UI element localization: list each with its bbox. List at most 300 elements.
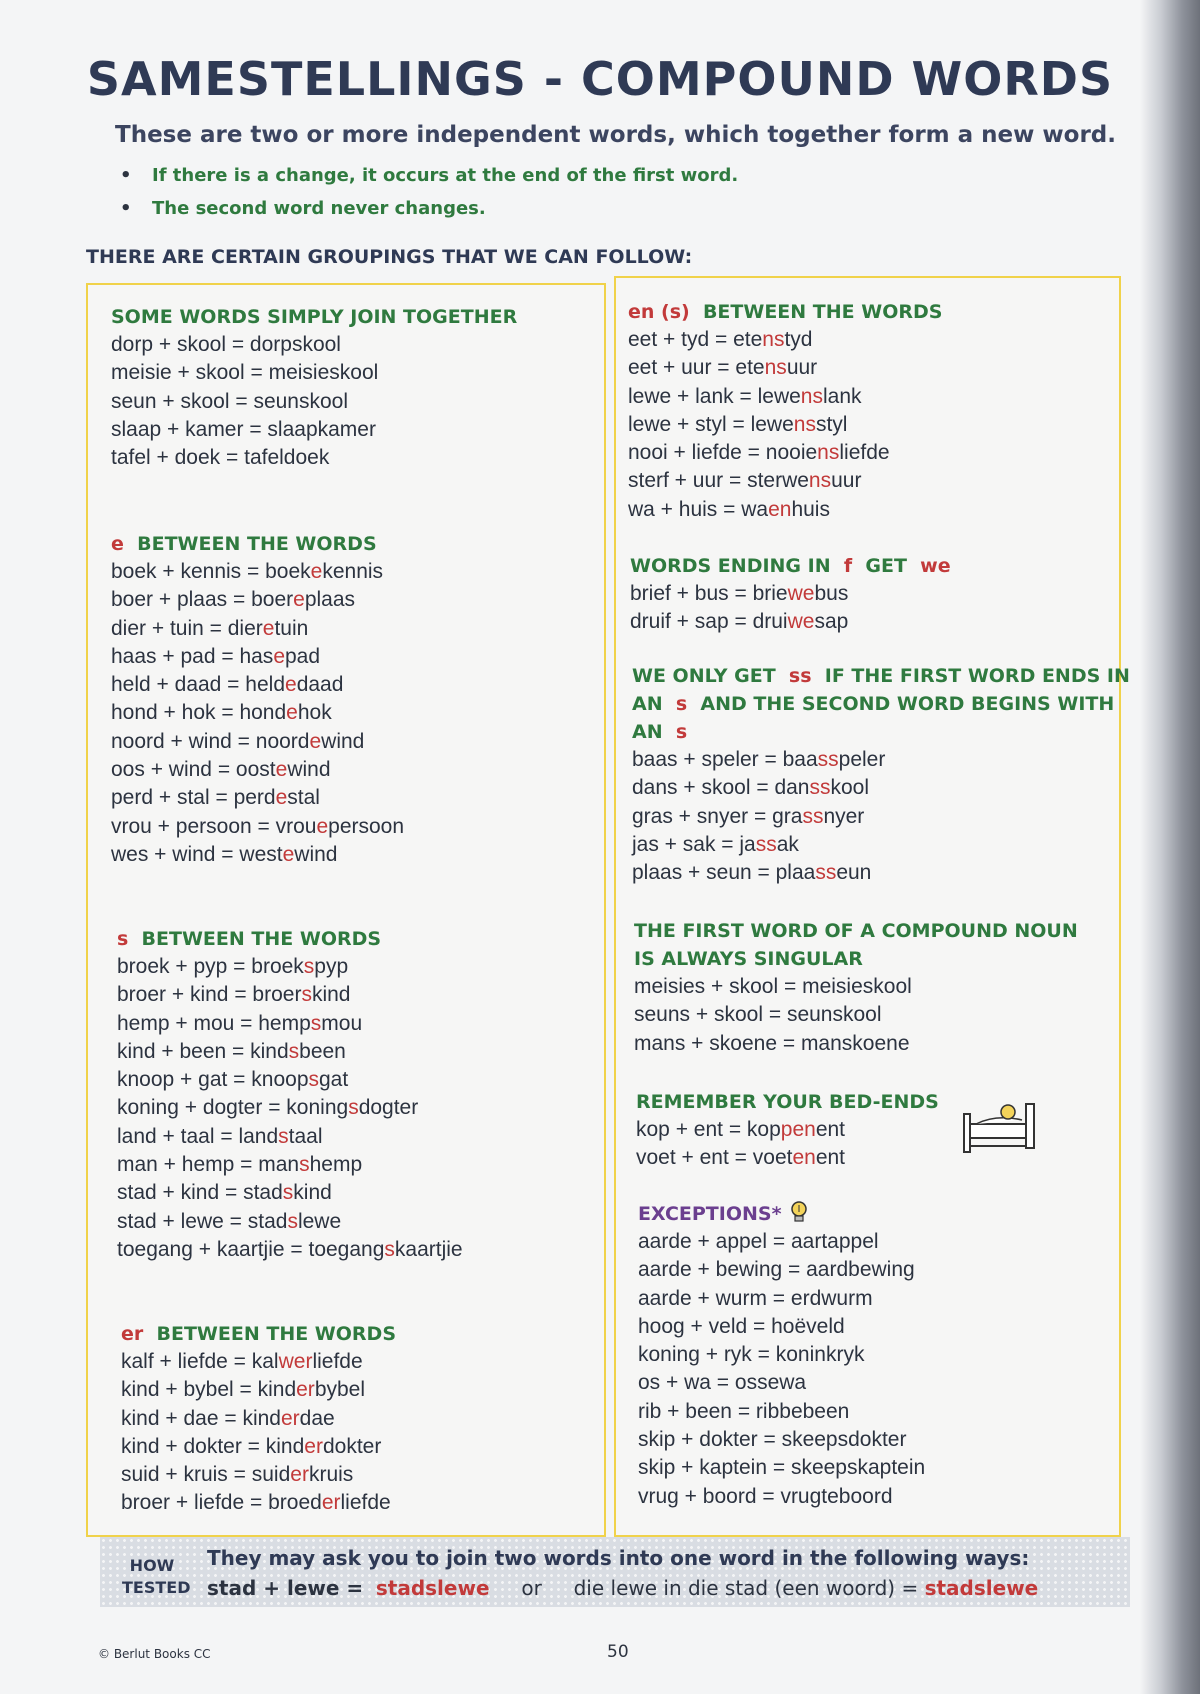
- example-result: dae: [299, 1406, 335, 1430]
- example-result: drui: [752, 610, 788, 634]
- example-result: kaartjie: [394, 1237, 463, 1261]
- example-result: uur: [831, 469, 862, 493]
- example-result: broek: [251, 955, 304, 978]
- example-result: plaas: [304, 588, 356, 612]
- example-result: kennis: [322, 560, 384, 583]
- example-result: ete: [733, 328, 763, 351]
- example-highlight: s: [282, 1181, 294, 1205]
- example-result: dokter: [322, 1434, 382, 1458]
- example-row: [121, 1405, 396, 1433]
- example-result: bybel: [314, 1378, 366, 1402]
- example-row: [111, 699, 404, 727]
- example-result: meisieskool: [802, 975, 912, 998]
- example-highlight: s: [287, 1209, 298, 1233]
- example-result: meisieskool: [268, 361, 379, 385]
- example-row: [111, 331, 517, 359]
- example-row: [111, 671, 404, 699]
- example-sum: seuns + skool =: [634, 1003, 787, 1027]
- section-heading: [117, 925, 463, 953]
- how-tested-label: [122, 1555, 191, 1599]
- example-row: [632, 774, 1130, 802]
- example-row: [628, 411, 942, 439]
- example-sum: stad + lewe =: [117, 1209, 248, 1233]
- example-row: [630, 580, 951, 608]
- example-result: voet: [752, 1146, 793, 1170]
- example-result: liefde: [312, 1350, 363, 1373]
- example-result: toegang: [308, 1237, 385, 1261]
- example-sum: eet + tyd =: [628, 328, 734, 351]
- example-row: [628, 383, 942, 411]
- example-row: [632, 803, 1130, 831]
- example-row: [111, 643, 404, 671]
- example-result: wind: [294, 842, 338, 866]
- example-row: [630, 608, 951, 636]
- example-result: aardbewing: [806, 1258, 915, 1282]
- example-list: [111, 331, 517, 472]
- example-result: ent: [815, 1118, 846, 1141]
- section-heading: [632, 662, 1130, 690]
- example-row: [628, 496, 942, 524]
- section-heading: SOME WORDS SIMPLY JOIN TOGETHER: [111, 306, 518, 328]
- example-highlight: s: [348, 1096, 359, 1120]
- example-row: [111, 756, 404, 784]
- example-result: liefde: [839, 441, 890, 465]
- example-sum: kalf + liefde =: [121, 1350, 252, 1373]
- example-row: [121, 1433, 396, 1461]
- example-list: [117, 953, 463, 1264]
- example-result: erdwurm: [790, 1286, 873, 1310]
- example-highlight: s: [299, 1153, 310, 1177]
- example-result: vrou: [275, 814, 317, 838]
- section-heading: [632, 690, 1130, 718]
- section-singular: [634, 917, 1078, 1058]
- example-sum: skip + dokter =: [638, 1428, 782, 1452]
- example-result: wa: [741, 497, 769, 521]
- example-sum: jas + sak =: [632, 832, 740, 856]
- how-label-line: HOW: [129, 1556, 175, 1575]
- page-binding-shadow: [1140, 0, 1200, 1694]
- example-list: [121, 1348, 396, 1518]
- example-sum: baas + speler =: [632, 748, 783, 771]
- lightbulb-icon: [788, 1200, 810, 1230]
- example-row: [111, 359, 517, 387]
- section-er-between: [121, 1320, 396, 1518]
- example-result: hond: [239, 701, 287, 725]
- example-row: [117, 1094, 463, 1122]
- section-s-between: [117, 925, 463, 1264]
- example-sum: wa + huis =: [628, 497, 742, 521]
- example-sum: meisie + skool =: [111, 361, 269, 385]
- example-sum: voet + ent =: [636, 1146, 753, 1170]
- example-sum: noord + wind =: [111, 729, 256, 753]
- example-result: kind: [311, 983, 351, 1007]
- example-result: dorpskool: [249, 333, 341, 356]
- example-list: [634, 973, 1078, 1058]
- example-sum: oos + wind =: [111, 758, 236, 782]
- example-result: ribbebeen: [755, 1399, 850, 1423]
- example-sum: perd + stal =: [111, 786, 234, 810]
- example-list: [632, 746, 1130, 887]
- example-sum: land + taal =: [117, 1124, 239, 1148]
- example-result: aartappel: [790, 1230, 879, 1253]
- example-sum: brief + bus =: [630, 582, 753, 605]
- section-e-between: [111, 530, 404, 869]
- heading-marker: f: [843, 555, 853, 577]
- example-result: skeepsdokter: [781, 1428, 907, 1452]
- example-row: [111, 586, 404, 614]
- example-result: ak: [776, 832, 799, 856]
- example-sum: mans + skoene =: [634, 1031, 801, 1055]
- example-highlight: ns: [817, 441, 840, 465]
- example-result: oost: [235, 758, 276, 782]
- example-result: perd: [233, 786, 276, 810]
- example-result: kop: [746, 1118, 781, 1141]
- example-row: [634, 1001, 1078, 1029]
- example-result: stadslewe: [375, 1576, 490, 1600]
- section-marker: er: [121, 1323, 144, 1345]
- example-sum: dier + tuin =: [111, 616, 228, 640]
- example-result: suid: [251, 1463, 291, 1487]
- example-result: seunskool: [786, 1003, 882, 1027]
- heading-marker: s: [675, 693, 688, 715]
- example-highlight: ns: [764, 356, 787, 380]
- example-sum: koning + dogter =: [117, 1096, 287, 1120]
- example-result: wind: [321, 729, 365, 753]
- heading-marker: ss: [788, 665, 812, 687]
- example-result: ent: [815, 1146, 846, 1170]
- example-result: boek: [265, 560, 311, 583]
- example-highlight: er: [321, 1491, 341, 1515]
- example-sum: hond + hok =: [111, 701, 240, 725]
- example-highlight: s: [384, 1237, 395, 1261]
- heading-part: IF THE FIRST WORD ENDS IN: [818, 665, 1130, 687]
- example-result: ete: [735, 356, 765, 380]
- example-sum: kop + ent =: [636, 1118, 747, 1141]
- example-sum: koning + ryk =: [638, 1343, 776, 1367]
- example-sum: druif + sap =: [630, 610, 753, 634]
- example-row: [638, 1454, 925, 1482]
- example-row: [638, 1285, 925, 1313]
- section-heading: REMEMBER YOUR BED-ENDS: [636, 1091, 939, 1113]
- section-heading: [628, 298, 942, 326]
- example-result: gat: [319, 1068, 349, 1092]
- example-row: [638, 1426, 925, 1454]
- example-result: noord: [255, 729, 310, 753]
- example-highlight: er: [290, 1463, 309, 1487]
- section-marker: en (s): [628, 301, 690, 323]
- example-row: [111, 615, 404, 643]
- example-sum: slaap + kamer =: [111, 417, 268, 441]
- example-or: or: [521, 1576, 542, 1600]
- how-tested-instruction: They may ask you to join two words into one word in the following ways:: [207, 1546, 1030, 1570]
- example-result: hok: [297, 701, 332, 725]
- example-row: [632, 859, 1130, 887]
- rule-item: • The second word never changes.: [120, 198, 738, 231]
- example-row: [634, 1030, 1078, 1058]
- rules-list: [120, 165, 738, 231]
- example-result: tuin: [274, 616, 309, 640]
- example-result: persoon: [328, 814, 405, 838]
- example-result: tafeldoek: [244, 446, 330, 470]
- example-sum: dorp + skool =: [111, 333, 250, 356]
- example-sum: lewe + styl =: [628, 412, 751, 436]
- example-sum: tafel + doek =: [111, 446, 245, 470]
- example-row: [638, 1483, 925, 1511]
- example-result: baa: [782, 748, 818, 771]
- example-highlight: e: [310, 560, 323, 583]
- example-sum: sterf + uur =: [628, 469, 748, 493]
- how-tested-example: [207, 1576, 1038, 1600]
- example-result: land: [238, 1124, 279, 1148]
- example-result: gra: [772, 804, 803, 828]
- example-result: kind: [242, 1406, 281, 1430]
- example-result: stal: [287, 786, 320, 810]
- example-result: hoëveld: [771, 1314, 845, 1338]
- example-sum: aarde + bewing =: [638, 1258, 807, 1282]
- example-result: kool: [830, 776, 870, 800]
- how-label-line: TESTED: [122, 1578, 191, 1597]
- example-highlight: e: [282, 842, 295, 866]
- example-row: [121, 1461, 396, 1489]
- example-highlight: s: [278, 1124, 289, 1148]
- example-result: stad: [247, 1209, 288, 1233]
- example-highlight: e: [309, 729, 322, 753]
- example-result: bus: [814, 582, 849, 605]
- example-sum: kind + bybel =: [121, 1378, 258, 1402]
- example-highlight: wer: [278, 1350, 313, 1373]
- heading-marker: s: [675, 721, 688, 743]
- example-result: kal: [251, 1350, 279, 1373]
- example-highlight: e: [293, 588, 305, 612]
- example-row: [628, 467, 942, 495]
- example-sum: kind + dae =: [121, 1406, 243, 1430]
- example-result: nooie: [765, 441, 818, 465]
- example-row: [628, 439, 942, 467]
- example-result: kind: [293, 1181, 332, 1205]
- example-sum: lewe + lank =: [628, 384, 758, 408]
- example-row: [117, 1208, 463, 1236]
- example-result: sterwe: [747, 469, 809, 493]
- heading-part: GET: [858, 555, 914, 577]
- section-marker: e: [111, 533, 124, 555]
- example-sum: meisies + skool =: [634, 975, 803, 998]
- example-result: vrugteboord: [780, 1484, 893, 1508]
- section-marker: s: [117, 928, 129, 950]
- heading-part: AND THE SECOND WORD BEGINS WITH: [693, 693, 1115, 715]
- example-highlight: ns: [793, 412, 816, 436]
- example-result: wind: [287, 758, 331, 782]
- example-result: ja: [739, 832, 756, 856]
- example-result: lewe: [757, 384, 801, 408]
- example-sum: stad + kind =: [117, 1181, 244, 1205]
- example-result: kind: [250, 1039, 289, 1063]
- example-highlight: e: [316, 814, 329, 838]
- example-highlight: s: [301, 983, 312, 1007]
- example-row: [121, 1348, 396, 1376]
- example-result: stadslewe: [924, 1576, 1039, 1600]
- example-result: lewe: [297, 1209, 342, 1233]
- example-result: lewe: [750, 412, 794, 436]
- example-result: uur: [786, 356, 818, 380]
- example-highlight: ns: [808, 469, 832, 493]
- example-list: [628, 326, 942, 524]
- example-sum: suid + kruis =: [121, 1463, 252, 1487]
- example-result: kind: [257, 1378, 297, 1402]
- example-row: [121, 1376, 396, 1404]
- example-result: held: [245, 673, 285, 697]
- example-sum: man + hemp =: [117, 1153, 259, 1177]
- section-heading: [630, 552, 951, 580]
- example-row: [628, 326, 942, 354]
- example-result: manskoene: [800, 1031, 910, 1055]
- example-sum: wes + wind =: [111, 842, 240, 866]
- example-row: [638, 1228, 925, 1256]
- section-f-ending: [630, 552, 951, 637]
- example-sum: hemp + mou =: [117, 1011, 259, 1035]
- example-highlight: e: [286, 701, 298, 725]
- example-highlight: er: [304, 1434, 323, 1458]
- example-sum: dans + skool =: [632, 776, 775, 800]
- example-row: [117, 1179, 463, 1207]
- example-result: plaa: [775, 861, 816, 885]
- example-row: [111, 558, 404, 586]
- page-subtitle: These are two or more independent words, which together form a new word.: [115, 122, 1117, 148]
- example-result: kruis: [308, 1463, 354, 1487]
- example-result: stad: [243, 1181, 283, 1205]
- example-sum: broer + kind =: [117, 983, 253, 1007]
- example-row: [117, 981, 463, 1009]
- section-heading-text: BETWEEN THE WORDS: [137, 533, 377, 555]
- example-result: broer: [252, 983, 302, 1007]
- example-result: has: [239, 644, 274, 668]
- example-row: [111, 416, 517, 444]
- example-row: [634, 973, 1078, 1001]
- example-highlight: ss: [817, 748, 839, 771]
- example-row: [638, 1256, 925, 1284]
- example-list: [111, 558, 404, 869]
- example-sum: kind + been =: [117, 1039, 251, 1063]
- example-highlight: er: [296, 1378, 315, 1402]
- example-highlight: s: [288, 1039, 300, 1063]
- example-highlight: ss: [809, 776, 831, 800]
- example-result: peler: [838, 748, 886, 771]
- example-phrase: die lewe in die stad (een woord) =: [573, 1576, 919, 1600]
- copyright: © Berlut Books CC: [98, 1647, 211, 1661]
- example-highlight: ss: [802, 804, 824, 828]
- section-simple-join: [111, 303, 517, 472]
- example-result: slaapkamer: [267, 417, 376, 441]
- example-row: [636, 1144, 939, 1172]
- example-row: [117, 1151, 463, 1179]
- example-result: eun: [836, 861, 872, 885]
- example-highlight: we: [787, 582, 815, 605]
- example-highlight: s: [308, 1068, 319, 1092]
- example-highlight: en: [768, 497, 792, 521]
- heading-part: AN: [632, 693, 670, 715]
- example-row: [117, 1010, 463, 1038]
- example-row: [638, 1313, 925, 1341]
- example-result: taal: [288, 1124, 323, 1148]
- example-sum: broer + liefde =: [121, 1491, 269, 1515]
- example-sum: toegang + kaartjie =: [117, 1237, 309, 1261]
- example-sum: vrug + boord =: [638, 1484, 781, 1508]
- example-result: west: [239, 842, 283, 866]
- example-result: dier: [227, 616, 263, 640]
- example-highlight: we: [787, 610, 815, 634]
- example-row: [117, 953, 463, 981]
- example-row: [632, 831, 1130, 859]
- example-highlight: ss: [815, 861, 837, 885]
- example-result: kind: [265, 1434, 305, 1458]
- example-result: mou: [321, 1011, 363, 1035]
- example-sum: kind + dokter =: [121, 1434, 266, 1458]
- example-sum: seun + skool =: [111, 389, 254, 413]
- example-sum: broek + pyp =: [117, 955, 252, 978]
- example-highlight: ns: [762, 328, 785, 351]
- heading-part: WORDS ENDING IN: [630, 555, 838, 577]
- example-sum: hoog + veld =: [638, 1314, 772, 1338]
- example-result: seunskool: [253, 389, 348, 413]
- example-result: been: [299, 1039, 346, 1063]
- section-heading: IS ALWAYS SINGULAR: [634, 948, 863, 970]
- example-result: daad: [296, 673, 344, 697]
- example-row: [632, 746, 1130, 774]
- example-sum: aarde + wurm =: [638, 1286, 791, 1310]
- heading-part: AN: [632, 721, 670, 743]
- example-sum: nooi + liefde =: [628, 441, 766, 465]
- example-highlight: s: [310, 1011, 322, 1035]
- section-exceptions: [638, 1200, 925, 1511]
- example-highlight: er: [280, 1406, 300, 1430]
- example-sum: gras + snyer =: [632, 804, 773, 828]
- section-bed-ends: [636, 1088, 939, 1173]
- example-result: hemp: [258, 1011, 311, 1035]
- example-row: [638, 1341, 925, 1369]
- example-result: tyd: [784, 328, 813, 351]
- example-highlight: e: [273, 644, 285, 668]
- example-result: brie: [752, 582, 788, 605]
- example-result: pyp: [314, 955, 349, 978]
- example-result: pad: [285, 644, 321, 668]
- example-sum: skip + kaptein =: [638, 1456, 791, 1480]
- section-double-s: [632, 662, 1130, 887]
- example-row: [638, 1369, 925, 1397]
- example-list: [630, 580, 951, 637]
- groupings-heading: THERE ARE CERTAIN GROUPINGS THAT WE CAN FOLLOW:: [86, 246, 693, 268]
- example-sum: haas + pad =: [111, 644, 240, 668]
- example-result: sap: [814, 610, 849, 634]
- section-heading: [632, 718, 1130, 746]
- example-highlight: e: [285, 673, 297, 697]
- example-highlight: e: [275, 786, 288, 810]
- page-number: 50: [607, 1642, 629, 1662]
- example-highlight: ns: [800, 384, 823, 408]
- example-row: [117, 1236, 463, 1264]
- example-row: [111, 728, 404, 756]
- example-sum: os + wa =: [638, 1371, 735, 1395]
- example-result: liefde: [340, 1491, 391, 1515]
- example-sum: boek + kennis =: [111, 560, 266, 583]
- example-sum: stad + lewe =: [207, 1576, 364, 1600]
- rule-item: • If there is a change, it occurs at the end of the first word.: [120, 165, 738, 198]
- example-result: ossewa: [734, 1371, 807, 1395]
- bed-icon: [962, 1098, 1038, 1160]
- example-row: [628, 354, 942, 382]
- example-row: [636, 1116, 939, 1144]
- example-row: [111, 784, 404, 812]
- heading-part: WE ONLY GET: [632, 665, 783, 687]
- section-heading: EXCEPTIONS*: [638, 1203, 782, 1225]
